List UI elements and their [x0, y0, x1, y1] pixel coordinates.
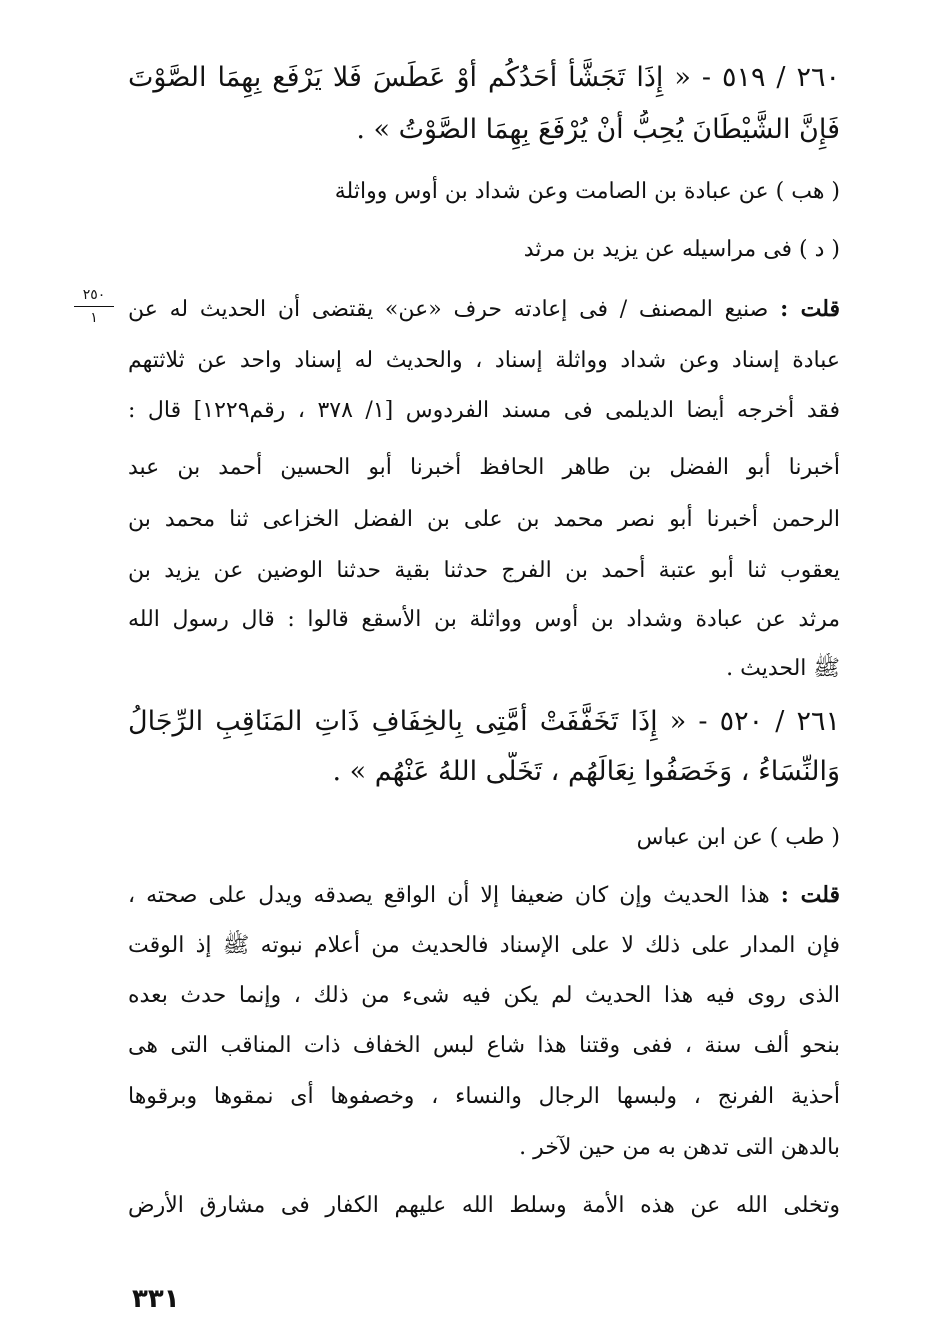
- margin-page-reference: [72, 287, 116, 326]
- comment-519-line-6: يعقوب ثنا أبو عتبة أحمد بن الفرج حدثنا بقية حدثنا الوضين عن يزيد بن: [128, 558, 840, 583]
- comment-520-line-5: أحذية الفرنج ، ولبسها الرجال والنساء ، وخصفوها أى نمقوها وبرقوها: [128, 1084, 840, 1109]
- comment-519-line-8: ﷺ الحديث .: [726, 656, 840, 681]
- comment-519-line-1: [128, 293, 840, 326]
- margin-note-bottom: ١: [90, 310, 98, 326]
- hadith-520-source: ( طب ) عن ابن عباس: [636, 825, 840, 850]
- margin-note-top: ٢٥٠: [82, 287, 106, 303]
- comment-519-line-2: عبادة إسناد وعن شداد وواثلة إسناد ، والحديث له إسناد واحد عن ثلاثتهم: [128, 348, 840, 373]
- comment-519-line-5: الرحمن أخبرنا أبو نصر محمد بن على بن الفضل الخزاعى ثنا محمد بن: [128, 507, 840, 532]
- comment-520-line-6: بالدهن التى تدهن به من حين لآخر .: [519, 1135, 840, 1160]
- comment-520-line-7: وتخلى الله عن هذه الأمة وسلط الله عليهم الكفار فى مشارق الأرض: [128, 1193, 840, 1218]
- page-number: ٣٣١: [132, 1284, 180, 1314]
- comment-519-line-7: مرثد عن عبادة وشداد بن أوس وواثلة بن الأسقع قالوا : قال رسول الله: [128, 607, 840, 632]
- hadith-519-source-2: ( د ) فى مراسيله عن يزيد بن مرثد: [523, 237, 840, 262]
- hadith-519-line-2: فَإِنَّ الشَّيْطَانَ يُحِبُّ أَنْ يُرْفَعَ بِهِمَا الصَّوْتُ » .: [356, 114, 840, 145]
- hadith-519-source-1: ( هب ) عن عبادة بن الصامت وعن شداد بن أوس وواثلة: [334, 179, 840, 204]
- margin-note-divider: [74, 306, 114, 307]
- hadith-520-line-1: ٢٦١ / ٥٢٠ - « إِذَا تَخَفَّفَتْ أُمَّتِى بِالخِفَافِ ذَاتِ المَنَاقِبِ الرِّجَالُ: [128, 706, 840, 737]
- comment-519-line-4: أخبرنا أبو الفضل بن طاهر الحافظ أخبرنا أبو الحسين أحمد بن عبد: [128, 455, 840, 480]
- hadith-519-line-1: ٢٦٠ / ٥١٩ - « إِذَا تَجَشَّأَ أَحَدُكُم أَوْ عَطَسَ فَلا يَرْفَع بِهِمَا الصَّوْتَ: [128, 62, 840, 93]
- comment-520-label: قلت :: [780, 882, 840, 908]
- comment-520-text-1: هذا الحديث وإن كان ضعيفا إلا أن الواقع يصدقه ويدل على صحته ،: [128, 883, 770, 908]
- hadith-520-line-2: وَالنِّسَاءُ ، وَخَصَفُوا نِعَالَهُم ، تَخَلَّى اللهُ عَنْهُم » .: [332, 756, 840, 787]
- comment-520-line-1: [128, 879, 840, 912]
- comment-519-line-3: فقد أخرجه أيضا الديلمى فى مسند الفردوس [١/ ٣٧٨ ، رقم١٢٢٩] قال :: [128, 398, 840, 423]
- comment-520-line-3: الذى روى فيه هذا الحديث لم يكن فيه شىء من ذلك ، وإنما حدث بعده: [128, 983, 840, 1008]
- comment-519-label: قلت :: [780, 296, 840, 322]
- comment-520-line-4: بنحو ألف سنة ، ففى وقتنا هذا شاع لبس الخفاف ذات المناقب التى هى: [128, 1033, 840, 1058]
- comment-519-text-1: صنيع المصنف / فى إعادته حرف «عن» يقتضى أن الحديث له عن: [128, 297, 769, 322]
- comment-520-line-2: فإن المدار على ذلك لا على الإسناد فالحديث من أعلام نبوته ﷺ إذ الوقت: [128, 933, 840, 958]
